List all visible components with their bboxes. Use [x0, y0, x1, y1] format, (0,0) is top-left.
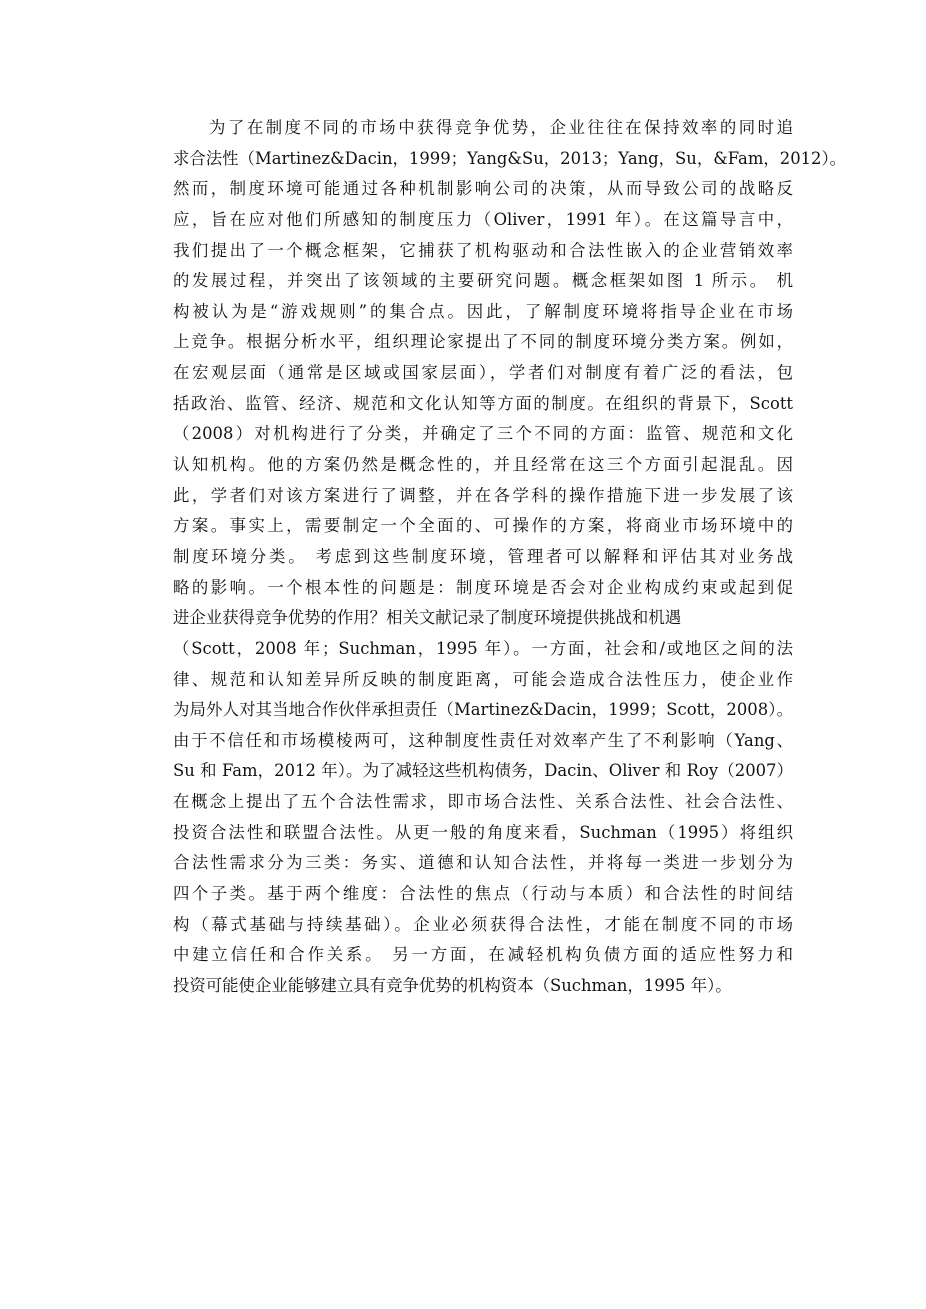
text-line: 求合法性（Martinez&Dacin，1999；Yang&Su，2013；Yang，Su，&Fam，2012）。: [173, 148, 847, 168]
text-line: 由于不信任和市场模棱两可，这种制度性责任对效率产生了不利影响（Yang、: [173, 730, 793, 750]
text-line: （Scott，2008 年；Suchman，1995 年）。一方面，社会和/或地区之间的法: [173, 638, 793, 658]
text-line: 为局外人对其当地合作伙伴承担责任（Martinez&Dacin，1999；Scott，2008）。: [173, 700, 793, 720]
text-line: 应，旨在应对他们所感知的制度压力（Oliver，1991 年）。在这篇导言中，: [173, 209, 793, 229]
text-line: 投资合法性和联盟合法性。从更一般的角度来看，Suchman（1995）将组织: [173, 822, 793, 842]
text-line: （2008）对机构进行了分类，并确定了三个不同的方面：监管、规范和文化: [173, 424, 793, 444]
text-line: 构（幕式基础与持续基础）。企业必须获得合法性，才能在制度不同的市场: [173, 914, 793, 934]
body-paragraph: [173, 113, 847, 1002]
text-line: 的发展过程，并突出了该领域的主要研究问题。概念框架如图 1 所示。 机: [173, 271, 793, 291]
text-line: 在概念上提出了五个合法性需求，即市场合法性、关系合法性、社会合法性、: [173, 792, 793, 812]
text-line: 投资可能使企业能够建立具有竞争优势的机构资本（Suchman，1995 年）。: [173, 975, 732, 995]
text-line: 构被认为是“游戏规则”的集合点。因此，了解制度环境将指导企业在市场: [173, 301, 793, 321]
text-line: 我们提出了一个概念框架，它捕获了机构驱动和合法性嵌入的企业营销效率: [173, 240, 793, 260]
text-line: 制度环境分类。 考虑到这些制度环境，管理者可以解释和评估其对业务战: [173, 546, 793, 566]
text-line: 然而，制度环境可能通过各种机制影响公司的决策，从而导致公司的战略反: [173, 179, 793, 199]
text-line: 四个子类。基于两个维度：合法性的焦点（行动与本质）和合法性的时间结: [173, 884, 793, 904]
text-line: 略的影响。一个根本性的问题是：制度环境是否会对企业构成约束或起到促: [173, 577, 793, 597]
text-line: 此，学者们对该方案进行了调整，并在各学科的操作措施下进一步发展了该: [173, 485, 793, 505]
text-line: 括政治、监管、经济、规范和文化认知等方面的制度。在组织的背景下，Scott: [173, 393, 793, 413]
text-line: 律、规范和认知差异所反映的制度距离，可能会造成合法性压力，使企业作: [173, 669, 793, 689]
text-line: 认知机构。他的方案仍然是概念性的，并且经常在这三个方面引起混乱。因: [173, 455, 793, 475]
text-line: 方案。事实上，需要制定一个全面的、可操作的方案，将商业市场环境中的: [173, 516, 793, 536]
text-line: 在宏观层面（通常是区域或国家层面），学者们对制度有着广泛的看法，包: [173, 363, 793, 383]
text-line: 中建立信任和合作关系。 另一方面，在减轻机构负债方面的适应性努力和: [173, 945, 793, 965]
text-line: 合法性需求分为三类：务实、道德和认知合法性，并将每一类进一步划分为: [173, 853, 793, 873]
text-line: 进企业获得竞争优势的作用？相关文献记录了制度环境提供挑战和机遇: [173, 608, 682, 628]
text-line: 为了在制度不同的市场中获得竞争优势，企业往往在保持效率的同时追: [209, 118, 793, 137]
text-line: Su 和 Fam，2012 年）。为了减轻这些机构债务，Dacin、Oliver 和 Roy（2007）: [173, 761, 793, 781]
text-line: 上竞争。根据分析水平，组织理论家提出了不同的制度环境分类方案。例如，: [173, 332, 793, 352]
